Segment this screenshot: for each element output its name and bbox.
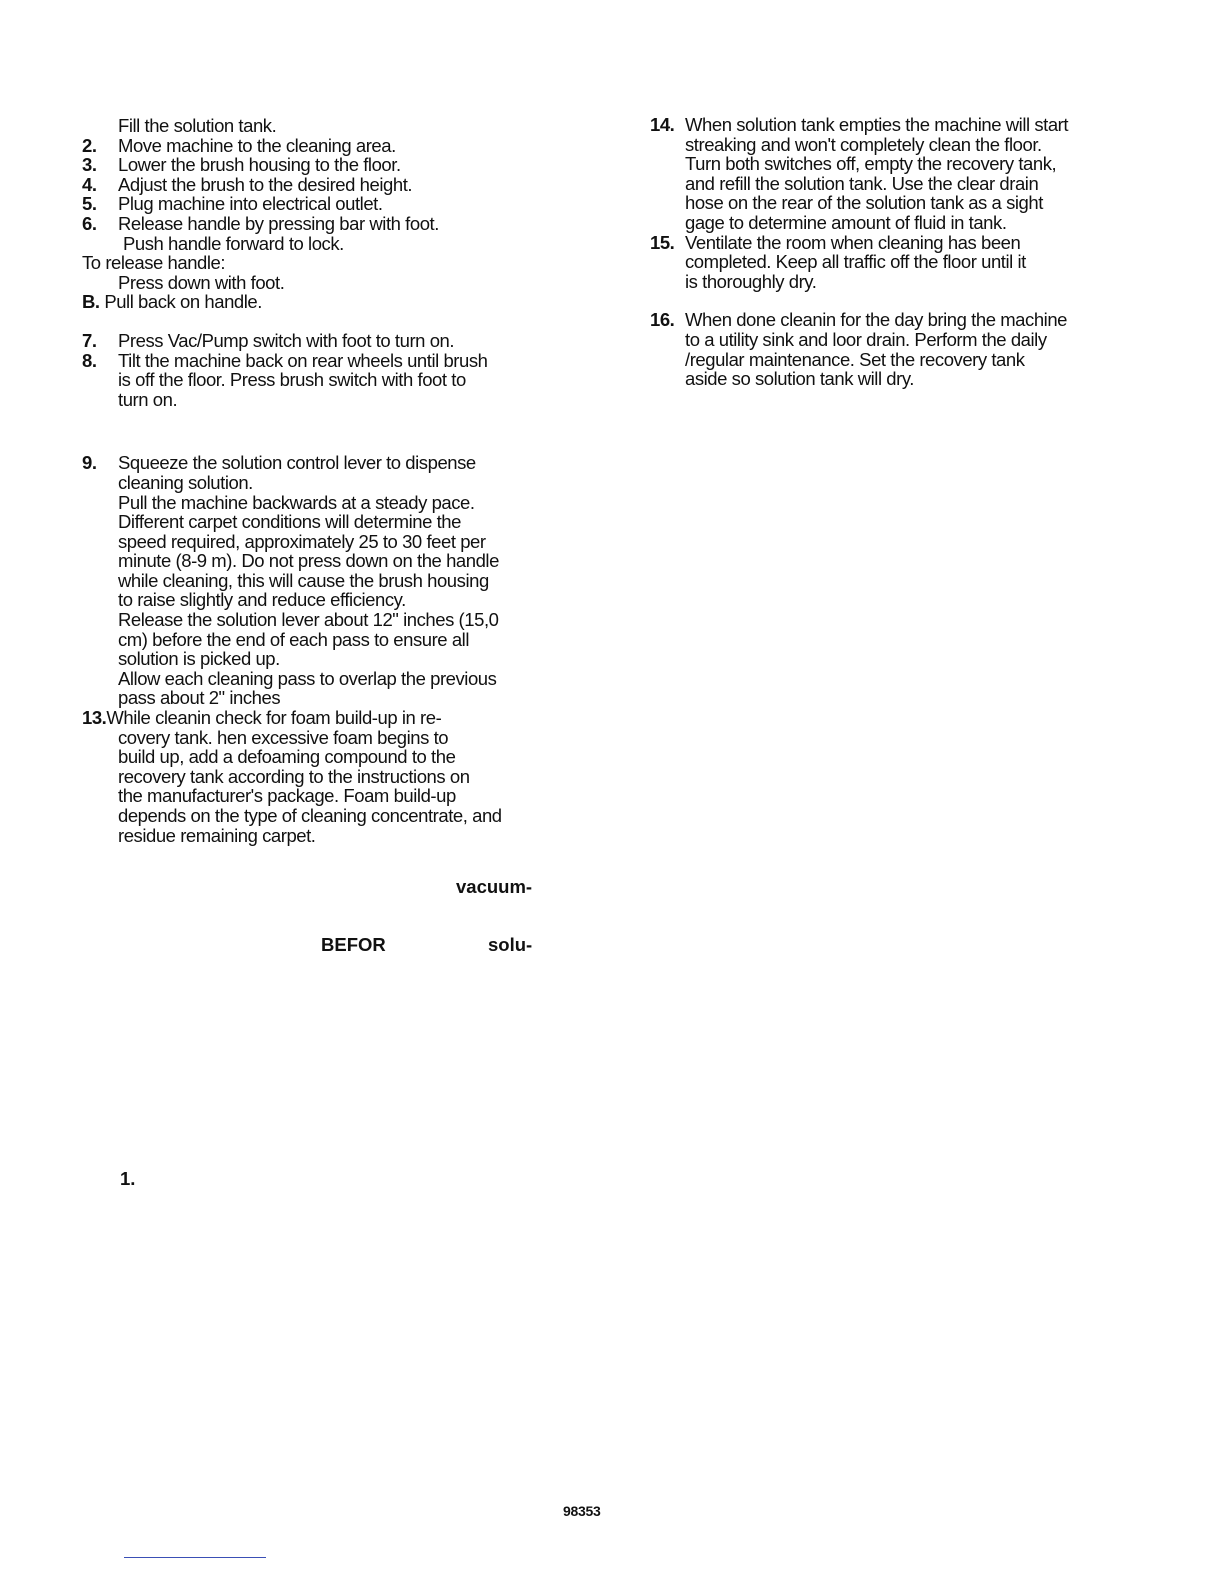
- step-line: gage to determine amount of fluid in tank.: [685, 211, 1007, 233]
- step-number: 4.: [82, 173, 97, 195]
- step-line: hose on the rear of the solution tank as a sight: [685, 192, 1043, 214]
- step-line: When done cleanin for the day bring the machine: [685, 309, 1067, 331]
- left-column: [82, 116, 552, 845]
- step-line: to a utility sink and loor drain. Perform the daily: [685, 328, 1047, 350]
- step-text: Lower the brush housing to the floor.: [118, 154, 401, 176]
- step-line: while cleaning, this will cause the brush housing: [118, 569, 489, 591]
- step-15: [650, 233, 1130, 292]
- step-line: is off the floor. Press brush switch with foot to: [118, 369, 466, 391]
- step-text: Move machine to the cleaning area.: [118, 134, 396, 156]
- fragment-step-1: 1.: [120, 1168, 136, 1189]
- step-first-line: [82, 708, 552, 728]
- footer-divider: [124, 1557, 266, 1558]
- step-number: 14.: [650, 114, 675, 135]
- step-14: [650, 115, 1130, 233]
- step-line: covery tank. hen excessive foam begins to: [118, 726, 449, 748]
- step-number: 6.: [82, 212, 97, 234]
- step-3: [82, 155, 552, 175]
- step-line: pass about 2" inches: [118, 687, 281, 709]
- step-line: Turn both switches off, empty the recovery tank,: [685, 153, 1057, 175]
- step-line: speed required, approximately 25 to 30 feet per: [118, 530, 486, 552]
- step-number: 8.: [82, 349, 97, 371]
- step-line: Tilt the machine back on rear wheels until brush: [118, 349, 488, 371]
- step-line: minute (8-9 m). Do not press down on the handle: [118, 550, 499, 572]
- step-number: 16.: [650, 309, 675, 331]
- step-7: [82, 331, 552, 351]
- step-line: While cleanin check for foam build-up in re-: [106, 707, 442, 729]
- step-line: depends on the type of cleaning concentrate, and: [118, 805, 502, 826]
- step-line: build up, add a defoaming compound to the: [118, 746, 456, 768]
- step-line: When solution tank empties the machine will start: [685, 114, 1069, 135]
- fragment-befor: BEFOR: [321, 934, 386, 955]
- step-number: B.: [82, 291, 100, 313]
- step-line: cm) before the end of each pass to ensure all: [118, 628, 469, 650]
- step-number: 13.: [82, 707, 107, 729]
- step-line: the manufacturer's package. Foam build-up: [118, 785, 456, 807]
- step-line: completed. Keep all traffic off the floor until it: [685, 251, 1026, 273]
- step-4: [82, 175, 552, 195]
- step-number: 5.: [82, 193, 97, 215]
- push-handle-line: Push handle forward to lock.: [123, 232, 344, 254]
- press-down-line: Press down with foot.: [118, 271, 285, 293]
- step-16: [650, 310, 1130, 388]
- step-line: to raise slightly and reduce efficiency.: [118, 589, 406, 611]
- step-line: aside so solution tank will dry.: [685, 368, 914, 390]
- step-number: 15.: [650, 231, 675, 253]
- step-text: Press Vac/Pump switch with foot to turn on.: [118, 329, 455, 351]
- step-line: Release the solution lever about 12" inches (15,0: [118, 609, 499, 631]
- fragment-vacuum: vacuum-: [456, 876, 533, 897]
- step-line: /regular maintenance. Set the recovery tank: [685, 348, 1025, 370]
- release-heading: To release handle:: [82, 252, 226, 274]
- step-line: solution is picked up.: [118, 648, 280, 670]
- step-line: residue remaining carpet.: [118, 824, 316, 846]
- step-line: Ventilate the room when cleaning has been: [685, 231, 1021, 253]
- step-number: 3.: [82, 154, 97, 176]
- step-13: [82, 708, 552, 845]
- step-number: 9.: [82, 452, 97, 474]
- page-number: 98353: [563, 1503, 601, 1519]
- step-5: [82, 194, 552, 214]
- step-text: Adjust the brush to the desired height.: [118, 173, 413, 195]
- step-2: [82, 136, 552, 156]
- intro-line: Fill the solution tank.: [118, 115, 277, 136]
- step-text: Pull back on handle.: [104, 291, 262, 313]
- step-line: Allow each cleaning pass to overlap the previous: [118, 667, 497, 689]
- step-8: [82, 351, 552, 410]
- right-column: [650, 115, 1130, 389]
- step-number: 2.: [82, 134, 97, 156]
- step-9: [82, 453, 552, 708]
- step-text: Plug machine into electrical outlet.: [118, 193, 383, 215]
- step-b: [82, 292, 552, 312]
- step-line: Different carpet conditions will determine the: [118, 511, 461, 533]
- step-line: and refill the solution tank. Use the clear drain: [685, 172, 1039, 194]
- step-line: streaking and won't completely clean the floor.: [685, 133, 1042, 155]
- step-line: recovery tank according to the instructions on: [118, 765, 470, 787]
- fragment-solu: solu-: [488, 934, 533, 955]
- step-6: [82, 214, 552, 234]
- step-line: Squeeze the solution control lever to dispense: [118, 452, 476, 474]
- step-number: 7.: [82, 329, 97, 351]
- step-line: is thoroughly dry.: [685, 270, 817, 292]
- step-text: Release handle by pressing bar with foot.: [118, 212, 439, 234]
- step-line: turn on.: [118, 388, 178, 410]
- step-line: Pull the machine backwards at a steady pace.: [118, 491, 475, 513]
- step-line: cleaning solution.: [118, 471, 253, 493]
